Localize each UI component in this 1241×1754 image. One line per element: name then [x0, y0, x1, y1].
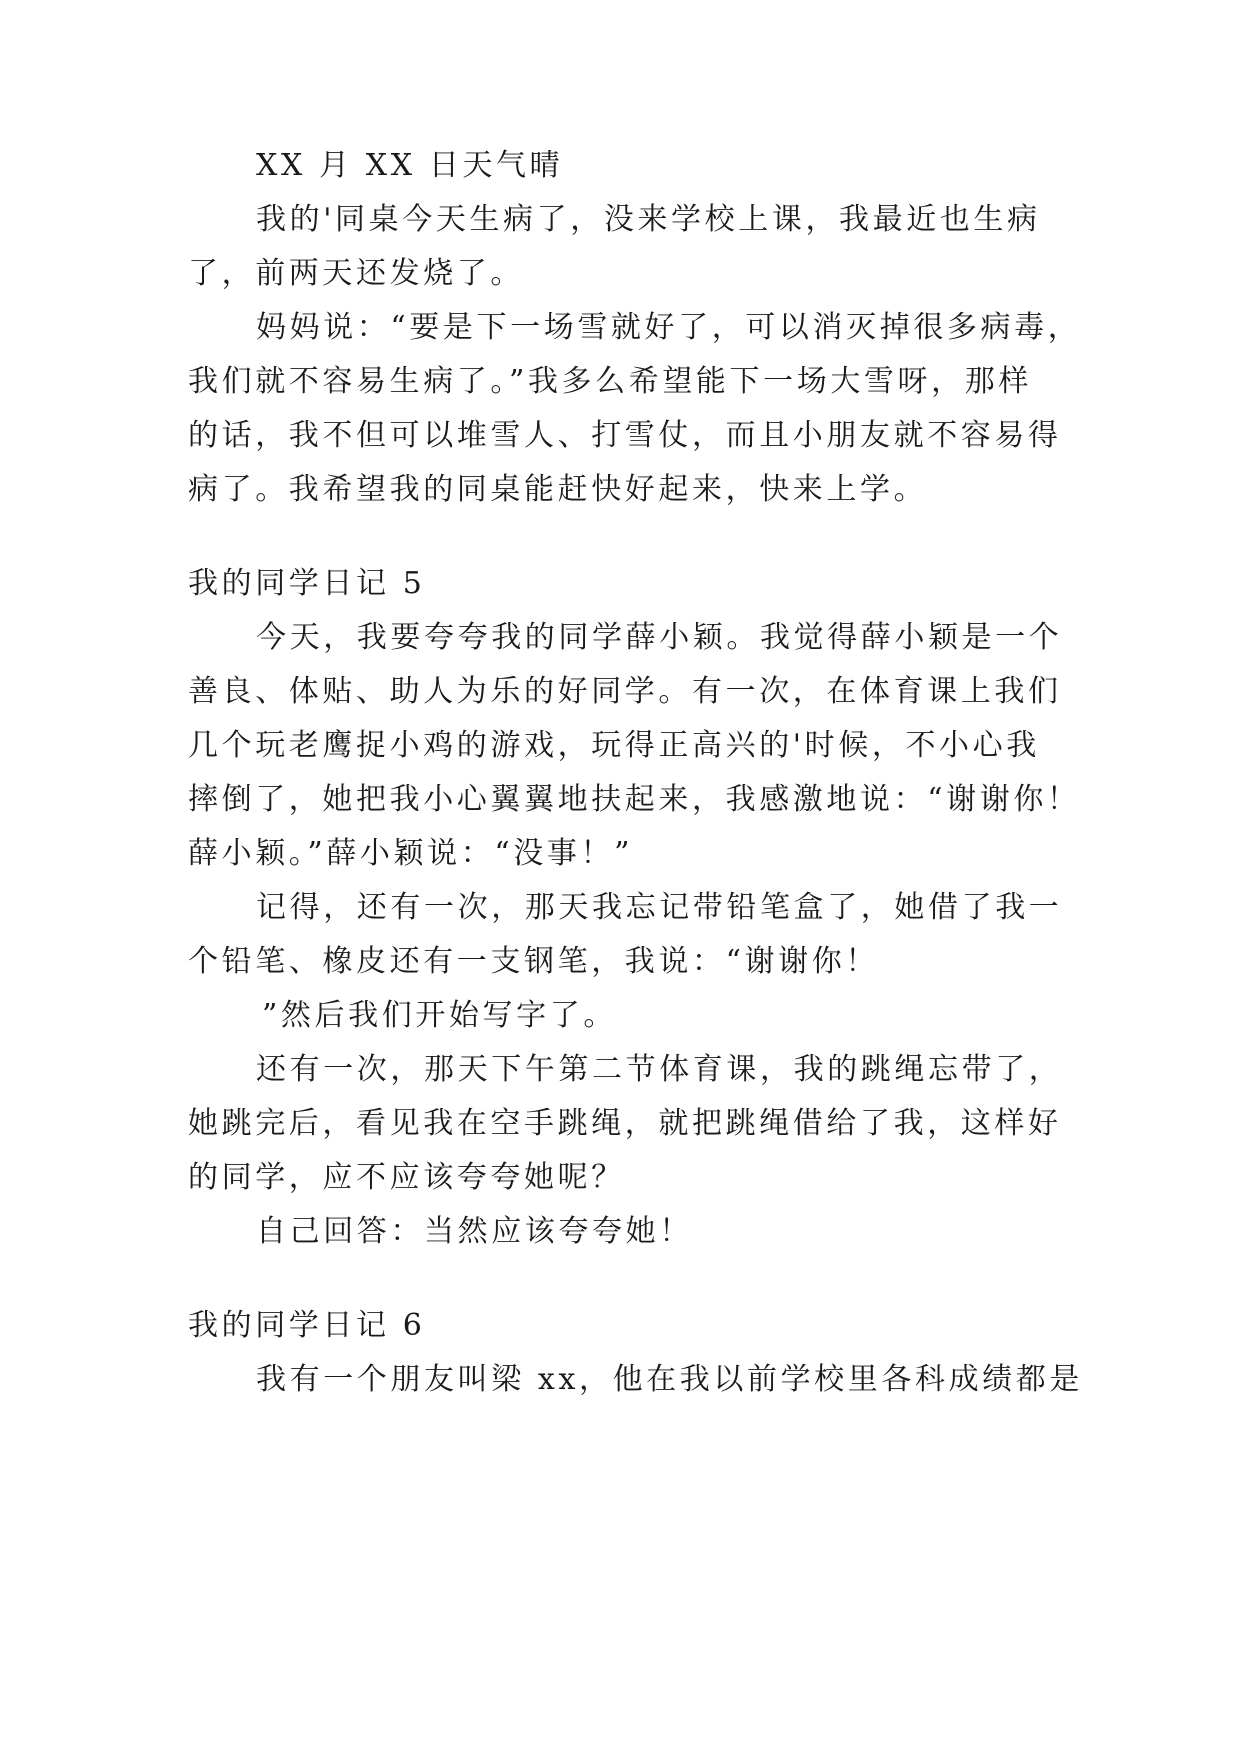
section-title: 我的同学日记 6 — [188, 1308, 426, 1343]
paragraph-line: 病了。我希望我的同桌能赶快好起来，快来上学。 — [188, 472, 928, 507]
paragraph-line: 善良、体贴、助人为乐的好同学。有一次，在体育课上我们 — [188, 674, 1062, 709]
paragraph-line: 几个玩老鹰捉小鸡的游戏，玩得正高兴的'时候，不小心我 — [188, 728, 1040, 763]
paragraph-line: 我有一个朋友叫梁 xx，他在我以前学校里各科成绩都是 — [256, 1362, 1083, 1397]
paragraph-line: 还有一次，那天下午第二节体育课，我的跳绳忘带了， — [256, 1052, 1063, 1087]
paragraph-line: 的同学，应不应该夸夸她呢？ — [188, 1160, 625, 1195]
paragraph-line: 今天，我要夸夸我的同学薛小颖。我觉得薛小颖是一个 — [256, 620, 1063, 655]
paragraph-line: 了，前两天还发烧了。 — [188, 256, 524, 291]
paragraph-line: ”然后我们开始写字了。 — [262, 998, 617, 1033]
paragraph-line: 的话，我不但可以堆雪人、打雪仗，而且小朋友就不容易得 — [188, 418, 1062, 453]
paragraph-line: 薛小颖。”薛小颖说：“没事！” — [188, 836, 634, 871]
paragraph-line: 我们就不容易生病了。”我多么希望能下一场大雪呀，那样 — [188, 364, 1032, 399]
paragraph-line: 记得，还有一次，那天我忘记带铅笔盒了，她借了我一 — [256, 890, 1063, 925]
paragraph-line: 自己回答：当然应该夸夸她！ — [256, 1214, 693, 1249]
date-weather-line: XX 月 XX 日天气晴 — [256, 148, 564, 183]
paragraph-line: 她跳完后，看见我在空手跳绳，就把跳绳借给了我，这样好 — [188, 1106, 1062, 1141]
paragraph-line: 妈妈说：“要是下一场雪就好了，可以消灭掉很多病毒， — [256, 310, 1082, 345]
paragraph-line: 摔倒了，她把我小心翼翼地扶起来，我感激地说：“谢谢你！ — [188, 782, 1081, 817]
paragraph-line: 个铅笔、橡皮还有一支钢笔，我说：“谢谢你！ — [188, 944, 879, 979]
section-title: 我的同学日记 5 — [188, 566, 426, 601]
paragraph-line: 我的'同桌今天生病了，没来学校上课，我最近也生病 — [256, 202, 1041, 237]
